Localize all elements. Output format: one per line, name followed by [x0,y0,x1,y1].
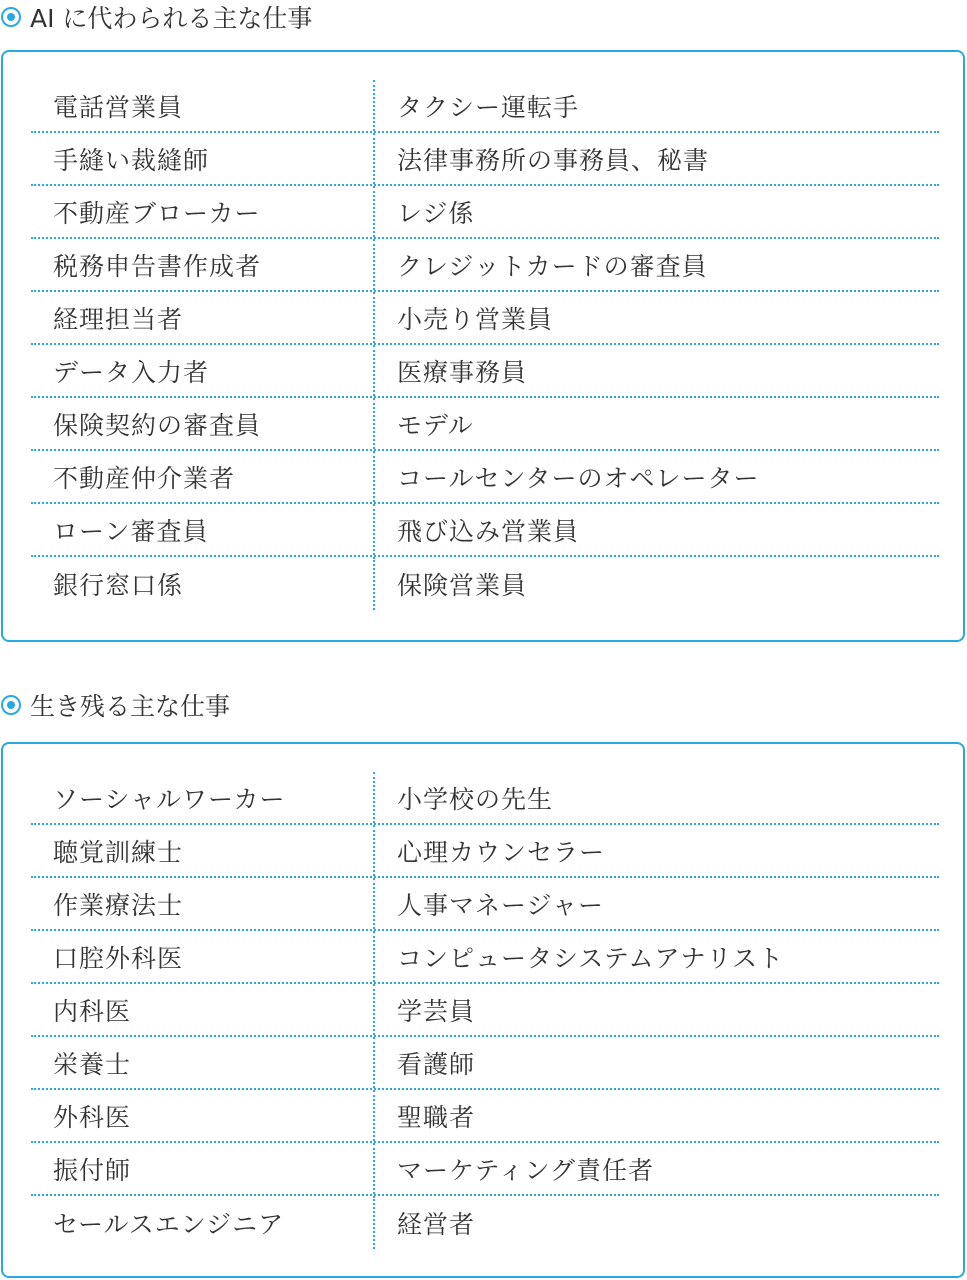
job-cell-left: ローン審査員 [31,504,375,555]
table-row [31,1090,939,1143]
job-cell-right: 飛び込み営業員 [397,516,580,546]
job-cell-right: 法律事務所の事務員、秘書 [397,145,710,175]
job-cell-left: データ入力者 [31,345,375,396]
job-cell-right: タクシー運転手 [397,92,580,122]
job-cell-right: 心理カウンセラー [397,837,606,867]
job-cell-right: 小学校の先生 [397,784,554,814]
job-cell-right: 聖職者 [397,1102,476,1132]
table-row [31,186,939,239]
table-row [31,80,939,133]
table-row [31,1143,939,1196]
job-cell-right: レジ係 [397,198,475,228]
job-cell-left: 内科医 [31,984,375,1035]
section-2-grid [31,772,939,1249]
job-cell-left: 外科医 [31,1090,375,1141]
job-cell-left: 税務申告書作成者 [31,239,375,290]
job-cell-left: 不動産ブローカー [31,186,375,237]
job-cell-right: 経営者 [397,1209,476,1239]
job-cell-left: セールスエンジニア [31,1196,375,1249]
job-cell-left: ソーシャルワーカー [31,772,375,823]
job-cell-right: 保険営業員 [397,570,528,600]
table-row [31,878,939,931]
table-row [31,239,939,292]
table-row [31,504,939,557]
target-icon [0,6,22,28]
table-row [31,557,939,610]
section-1-heading [0,0,312,34]
job-cell-left: 作業療法士 [31,878,375,929]
job-cell-left: 経理担当者 [31,292,375,343]
job-cell-left: 栄養士 [31,1037,375,1088]
job-cell-left: 不動産仲介業者 [31,451,375,502]
job-cell-right: クレジットカードの審査員 [397,251,708,281]
table-row [31,825,939,878]
section-1-title: AI に代わられる主な仕事 [30,4,313,33]
job-cell-left: 聴覚訓練士 [31,825,375,876]
section-2-heading [0,688,230,722]
table-row [31,133,939,186]
table-row [31,292,939,345]
table-row [31,1037,939,1090]
job-cell-left: 振付師 [31,1143,375,1194]
job-cell-left: 保険契約の審査員 [31,398,375,449]
job-cell-right: マーケティング責任者 [397,1155,655,1185]
job-cell-right: コールセンターのオペレーター [397,463,760,493]
job-cell-left: 銀行窓口係 [31,557,375,610]
job-cell-left: 口腔外科医 [31,931,375,982]
table-row [31,1196,939,1249]
table-row [31,772,939,825]
target-icon [0,694,22,716]
job-cell-right: 医療事務員 [397,357,528,387]
job-cell-right: 学芸員 [397,996,476,1026]
table-row [31,451,939,504]
table-row [31,984,939,1037]
table-row [31,345,939,398]
job-cell-right: 小売り営業員 [397,304,554,334]
table-row [31,398,939,451]
section-2-table [1,742,965,1278]
job-cell-left: 電話営業員 [31,80,375,131]
section-2-title: 生き残る主な仕事 [30,692,231,721]
section-1-grid [31,80,939,610]
job-cell-right: コンピュータシステムアナリスト [397,943,785,973]
job-cell-right: モデル [397,410,474,440]
table-row [31,931,939,984]
job-cell-left: 手縫い裁縫師 [31,133,375,184]
job-cell-right: 看護師 [397,1049,476,1079]
section-1-table [1,50,965,642]
job-cell-right: 人事マネージャー [397,890,605,920]
